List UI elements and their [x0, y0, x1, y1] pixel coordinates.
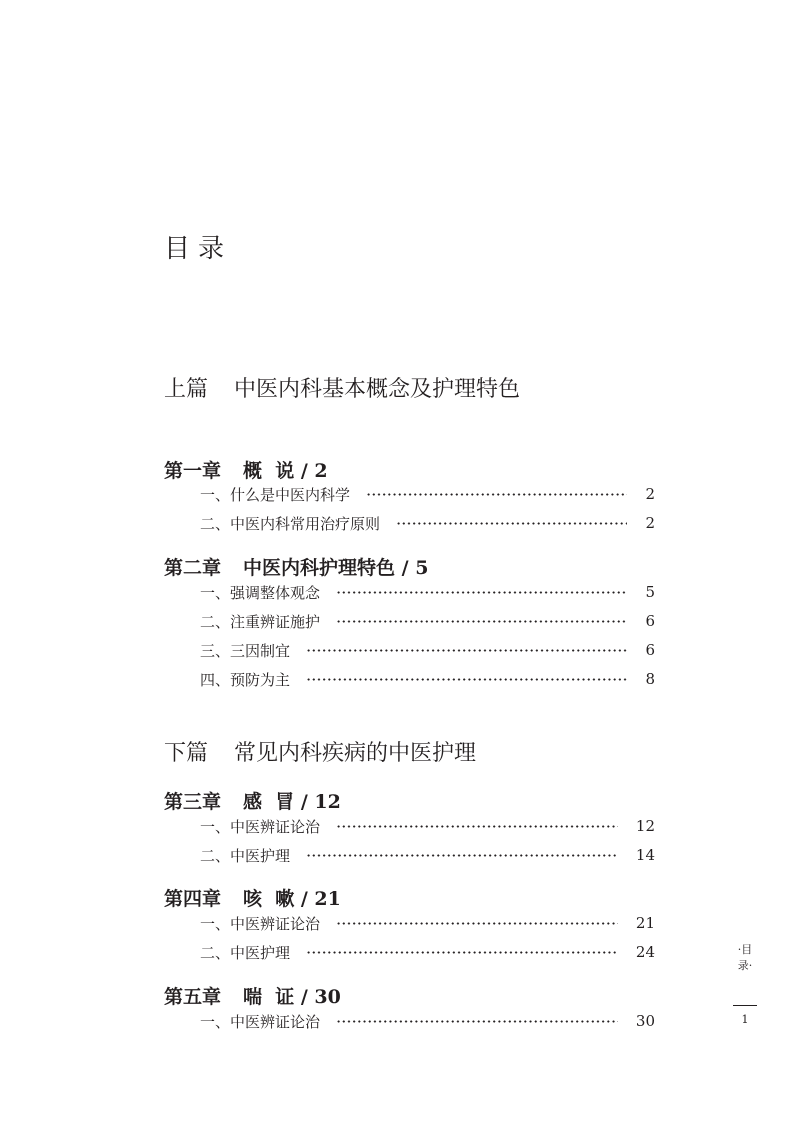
entry-page: 24 — [635, 943, 655, 961]
toc-entry[interactable] — [200, 639, 655, 661]
chapter-page: / 12 — [300, 791, 341, 813]
entry-label: 二、注重辨证施护 — [200, 612, 321, 631]
part-title: 中医内科基本概念及护理特色 — [234, 377, 521, 402]
entry-label: 一、中医辨证论治 — [200, 817, 321, 836]
dot-leader — [366, 493, 627, 496]
dot-leader — [306, 678, 627, 681]
chapter-number: 第一章 — [164, 460, 222, 482]
entry-label: 一、中医辨证论治 — [200, 1012, 321, 1031]
chapter-page: / 2 — [300, 460, 328, 482]
running-head-rule — [733, 1005, 757, 1006]
chapter-number: 第五章 — [164, 986, 222, 1008]
entry-label: 三、三因制宜 — [200, 641, 291, 660]
chapter-number: 第二章 — [164, 557, 222, 579]
entry-label: 二、中医护理 — [200, 846, 291, 865]
entry-label: 一、中医辨证论治 — [200, 914, 321, 933]
toc-entry[interactable] — [200, 483, 655, 505]
toc-entry[interactable] — [200, 815, 655, 837]
chapter-title: 感 冒 — [243, 791, 295, 813]
chapter-title: 中医内科护理特色 — [243, 557, 396, 579]
dot-leader — [306, 649, 627, 652]
chapter-number: 第四章 — [164, 888, 222, 910]
part-heading — [164, 372, 520, 403]
entry-label: 一、什么是中医内科学 — [200, 485, 351, 504]
toc-entry[interactable] — [200, 668, 655, 690]
chapter-title: 概 说 — [243, 460, 295, 482]
entry-page: 14 — [635, 846, 655, 864]
entry-page: 5 — [645, 583, 655, 601]
chapter-heading[interactable] — [164, 787, 341, 814]
dot-leader — [336, 1020, 618, 1023]
entry-label: 二、中医护理 — [200, 943, 291, 962]
entry-page: 2 — [645, 514, 655, 532]
toc-entry[interactable] — [200, 610, 655, 632]
part-heading — [164, 736, 476, 767]
part-label: 上篇 — [164, 377, 209, 402]
dot-leader — [336, 922, 618, 925]
chapter-title: 喘 证 — [243, 986, 295, 1008]
entry-page: 8 — [645, 670, 655, 688]
entry-label: 一、强调整体观念 — [200, 583, 321, 602]
entry-page: 2 — [645, 485, 655, 503]
toc-entry[interactable] — [200, 1010, 655, 1032]
entry-page: 6 — [645, 641, 655, 659]
dot-leader — [336, 620, 627, 623]
chapter-page: / 30 — [300, 986, 341, 1008]
toc-entry[interactable] — [200, 844, 655, 866]
toc-entry[interactable] — [200, 941, 655, 963]
chapter-heading[interactable] — [164, 553, 428, 580]
dot-leader — [396, 522, 627, 525]
toc-entry[interactable] — [200, 912, 655, 934]
dot-leader — [306, 951, 618, 954]
dot-leader — [306, 854, 618, 857]
running-head: ·目录· — [737, 943, 753, 972]
toc-title: 目录 — [164, 234, 233, 264]
entry-label: 四、预防为主 — [200, 670, 291, 689]
entry-page: 21 — [635, 914, 655, 932]
page-number: 1 — [741, 1013, 749, 1026]
entry-label: 二、中医内科常用治疗原则 — [200, 514, 381, 533]
chapter-heading[interactable] — [164, 982, 341, 1009]
chapter-heading[interactable] — [164, 884, 341, 911]
chapter-page: / 21 — [300, 888, 341, 910]
chapter-number: 第三章 — [164, 791, 222, 813]
dot-leader — [336, 591, 627, 594]
toc-entry[interactable] — [200, 512, 655, 534]
toc-entry[interactable] — [200, 581, 655, 603]
chapter-heading[interactable] — [164, 456, 328, 483]
chapter-page: / 5 — [401, 557, 429, 579]
entry-page: 30 — [635, 1012, 655, 1030]
part-label: 下篇 — [164, 741, 209, 766]
entry-page: 6 — [645, 612, 655, 630]
chapter-title: 咳 嗽 — [243, 888, 295, 910]
entry-page: 12 — [635, 817, 655, 835]
dot-leader — [336, 825, 618, 828]
part-title: 常见内科疾病的中医护理 — [234, 741, 477, 766]
